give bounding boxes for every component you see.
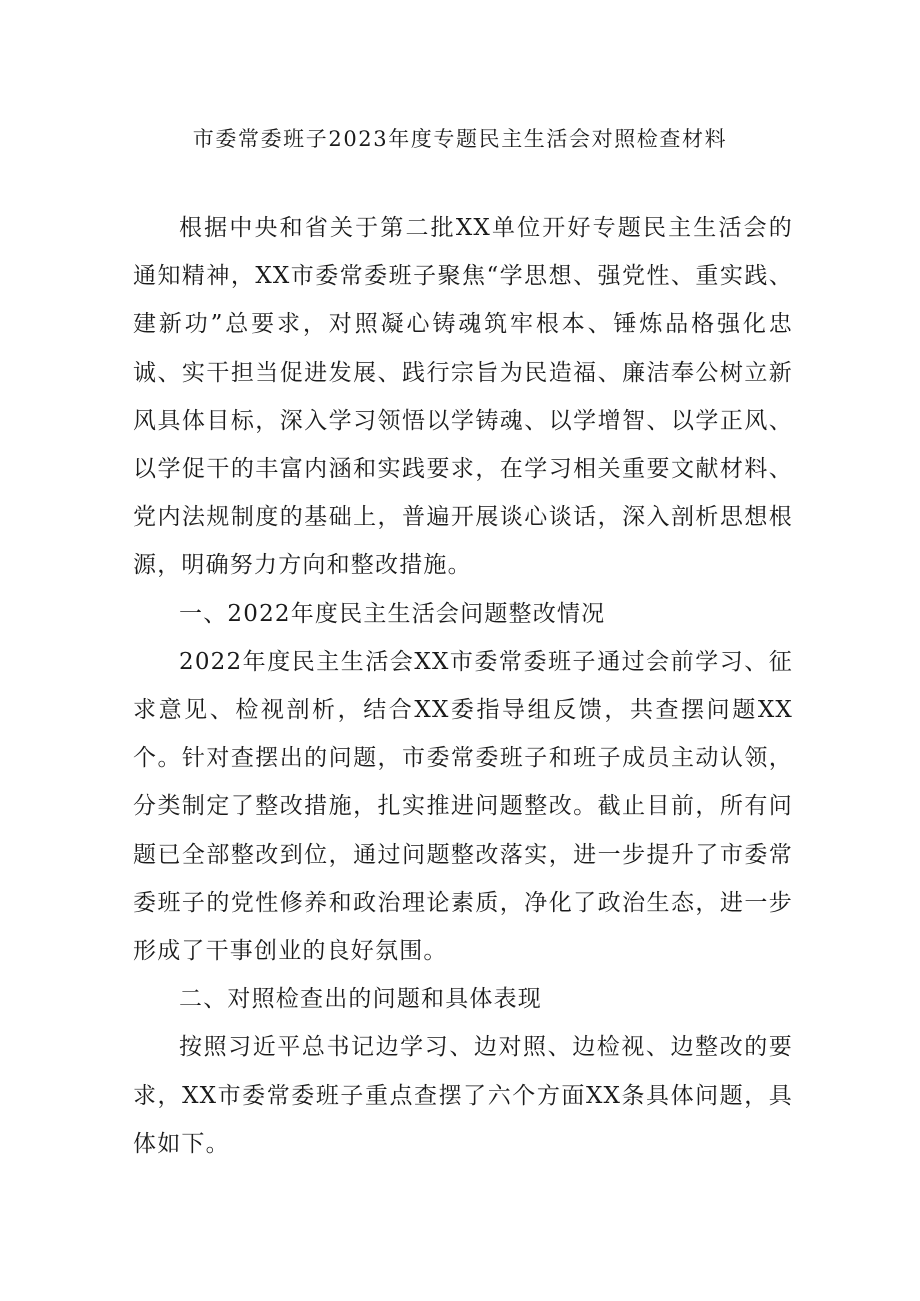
section-heading-2: 二、对照检查出的问题和具体表现 (179, 986, 542, 1013)
problems-intro-paragraph: 按照习近平总书记边学习、边对照、边检视、边整改的要求，XX市委常委班子重点查摆了六个方面XX条具体问题，具体如下。 (133, 1034, 793, 1157)
document-body (133, 204, 793, 1168)
section-heading-1: 一、2022年度民主生活会问题整改情况 (179, 600, 606, 627)
rectification-paragraph: 2022年度民主生活会XX市委常委班子通过会前学习、征求意见、检视剖析，结合XX委指导组反馈，共查摆问题XX个。针对查摆出的问题，市委常委班子和班子成员主动认领，分类制定了整改措施，扎实推进问题整改。截止目前，所有问题已全部整改到位，通过问题整改落实，进一步提升了市委常委班子的党性修养和政治理论素质，净化了政治生态，进一步形成了干事创业的良好氛围。 (133, 648, 793, 965)
document-title: 市委常委班子2023年度专题民主生活会对照检查材料 (192, 127, 728, 151)
intro-paragraph: 根据中央和省关于第二批XX单位开好专题民主生活会的通知精神，XX市委常委班子聚焦“学思想、强党性、重实践、建新功”总要求，对照凝心铸魂筑牢根本、锤炼品格强化忠诚、实干担当促进发展、践行宗旨为民造福、廉洁奉公树立新风具体目标，深入学习领悟以学铸魂、以学增智、以学正风、以学促干的丰富内涵和实践要求，在学习相关重要文献材料、党内法规制度的基础上，普遍开展谈心谈话，深入剖析思想根源，明确努力方向和整改措施。 (133, 215, 793, 579)
